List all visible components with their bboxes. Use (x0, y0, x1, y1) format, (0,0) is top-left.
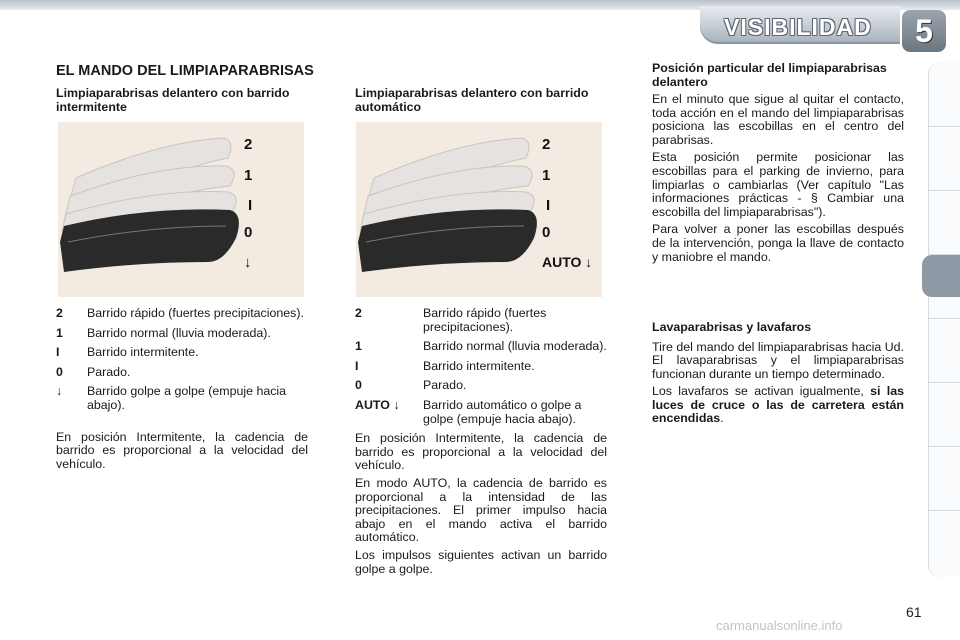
right-column (652, 62, 904, 268)
lever-label-auto: AUTO ↓ (542, 254, 593, 270)
active-chapter-tab[interactable] (922, 255, 960, 297)
definition-item: AUTO ↓ Barrido automático o golpe a golpe (empuje hacia abajo). (355, 397, 582, 426)
lever-label-0: 0 (244, 224, 253, 241)
left-definitions (56, 307, 308, 471)
watermark: carmanualsonline.info (716, 618, 843, 633)
definition-item: I Barrido intermitente. (56, 345, 199, 360)
definition-item: 0 Parado. (56, 364, 131, 379)
chapter-number: 5 (902, 10, 946, 52)
middle-paragraph-2: En modo AUTO, la cadencia de barrido es proporcional a la intensidad de las precipitaciones. El primer impulso hacia abajo en el mando activa el barrido automático. (355, 475, 607, 545)
lever-label-intermittent: I (546, 197, 551, 214)
right-paragraph-5: Los lavafaros se activan igualmente, si las luces de cruce o las de carretera están encendidas. (652, 384, 904, 426)
definition-item: 0 Parado. (355, 378, 467, 393)
lever-illustration-intermittent (58, 122, 304, 297)
lever-label-2: 2 (244, 136, 253, 153)
page-number: 61 (906, 604, 922, 620)
lever-label-1: 1 (542, 167, 551, 184)
definition-item: 2 Barrido rápido (fuertes precipitaciones). (355, 306, 547, 334)
middle-paragraph-3: Los impulsos siguientes activan un barrido golpe a golpe. (355, 547, 607, 576)
lever-label-down: ↓ (244, 254, 252, 271)
chapter-tabs (928, 62, 960, 577)
lever-label-2: 2 (542, 136, 551, 153)
lever-label-0: 0 (542, 224, 551, 241)
right-column-lower (652, 321, 904, 430)
lever-illustration-auto (356, 122, 602, 297)
section-title: EL MANDO DEL LIMPIAPARABRISAS (56, 63, 314, 79)
chapter-title: VISIBILIDAD (724, 14, 872, 40)
middle-paragraph-1: En posición Intermitente, la cadencia de barrido es proporcional a la velocidad del vehículo. (355, 431, 607, 473)
middle-definitions (355, 307, 607, 576)
right-paragraph-3: Para volver a poner las escobillas después de la intervención, ponga la llave de contacto y maniobre el mando. (652, 222, 904, 264)
middle-column (355, 87, 607, 114)
definition-item: 2 Barrido rápido (fuertes precipitaciones). (56, 306, 304, 320)
right-paragraph-4: Tire del mando del limpiaparabrisas hacia Ud. El lavaparabrisas y el limpiaparabrisas funcionan durante un tiempo determinado. (652, 339, 904, 381)
right-paragraph-1: En el minuto que sigue al quitar el contacto, toda acción en el mando del limpiaparabrisas posiciona las escobillas en el centro del parabrisas. (652, 92, 904, 147)
middle-heading: Limpiaparabrisas delantero con barrido automático (355, 86, 589, 114)
lever-label-1: 1 (244, 167, 253, 184)
definition-item: ↓ Barrido golpe a golpe (empuje hacia abajo). (56, 384, 287, 412)
left-heading: Limpiaparabrisas delantero con barrido intermitente (56, 86, 290, 114)
right-heading-2: Lavaparabrisas y lavafaros (652, 320, 812, 334)
definition-item: 1 Barrido normal (lluvia moderada). (355, 339, 607, 354)
right-paragraph-2: Esta posición permite posicionar las escobillas para el parking de invierno, para limpiarlas o cambiarlas (Ver capítulo "Las informaciones prácticas - § Cambiar una escobilla del limpiaparabrisas"). (652, 150, 904, 219)
right-heading-1: Posición particular del limpiaparabrisas delantero (652, 61, 887, 89)
lever-label-intermittent: I (248, 197, 253, 214)
definition-item: I Barrido intermitente. (355, 358, 535, 373)
left-column (56, 87, 308, 114)
page-header (0, 0, 960, 52)
definition-item: 1 Barrido normal (lluvia moderada). (56, 325, 271, 340)
left-paragraph: En posición Intermitente, la cadencia de barrido es proporcional a la velocidad del vehículo. (56, 429, 308, 471)
